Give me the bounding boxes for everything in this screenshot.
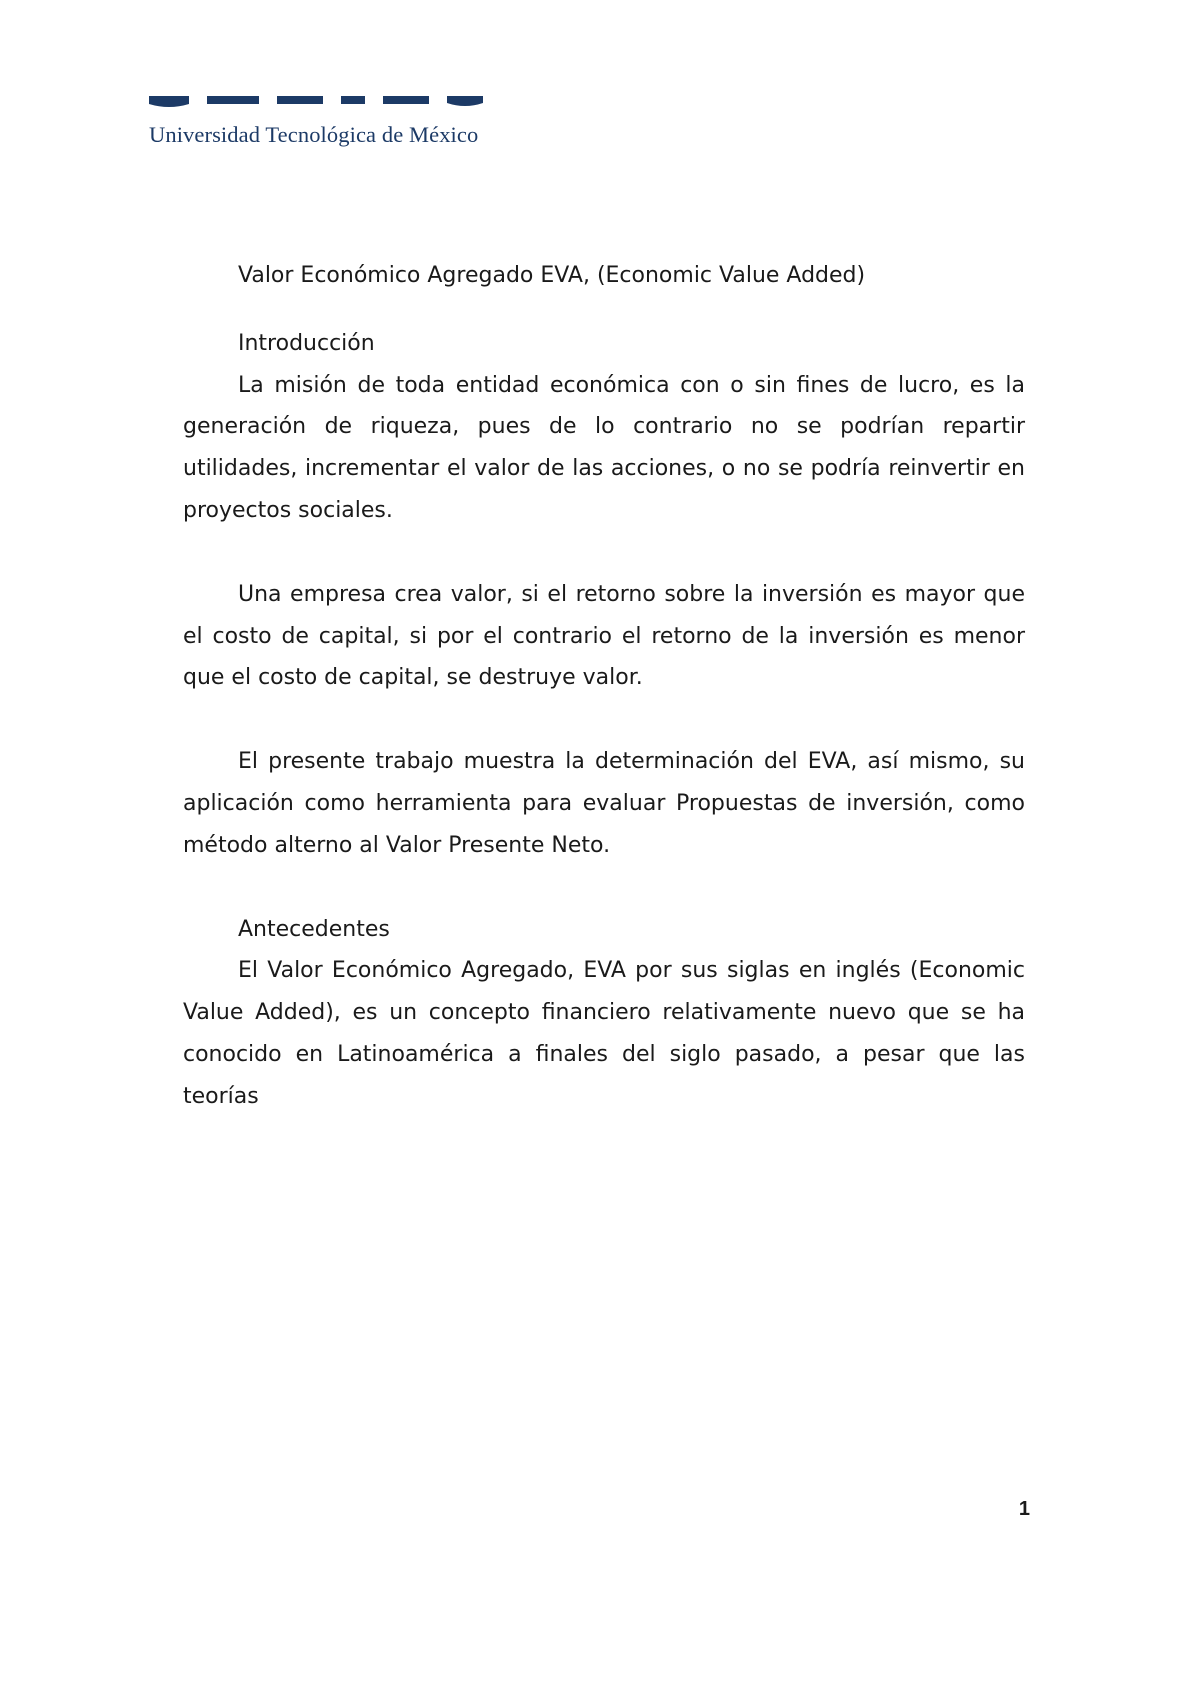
paragraph-intro-2: Una empresa crea valor, si el retorno sobre la inversión es mayor que el costo de capital, si por el contrario el retorno de la inversión es menor que el costo de capital, se destruye valor. [183, 581, 1025, 691]
spacer [183, 867, 1025, 909]
spacer [183, 532, 1025, 574]
paragraph-intro-1: La misión de toda entidad económica con o sin fines de lucro, es la generación de riqueza, pues de lo contrario no se podrían repartir utilidades, incrementar el valor de las acciones, o no se podría reinvertir en proyectos sociales. [183, 372, 1025, 523]
spacer [183, 297, 1025, 323]
paragraph-antecedentes-1: El Valor Económico Agregado, EVA por sus siglas en inglés (Economic Value Added), es un concepto financiero relativamente nuevo que se ha conocido en Latinoamérica a finales del siglo pasado, a pesar que las teorías [183, 958, 1025, 1109]
spacer [183, 699, 1025, 741]
heading-antecedentes: Antecedentes [238, 916, 390, 942]
heading-introduccion: Introducción [238, 330, 375, 356]
logo-text: Universidad Tecnológica de México [149, 122, 479, 147]
paragraph-intro-3: El presente trabajo muestra la determinación del EVA, así mismo, su aplicación como herramienta para evaluar Propuestas de inversión, como método alterno al Valor Presente Neto. [183, 749, 1025, 858]
logo-mark-icon [149, 96, 483, 110]
university-logo [149, 84, 489, 160]
document-body [183, 255, 1025, 1118]
page-number: 1 [1018, 1498, 1030, 1520]
document-title: Valor Económico Agregado EVA, (Economic Value Added) [238, 263, 866, 288]
